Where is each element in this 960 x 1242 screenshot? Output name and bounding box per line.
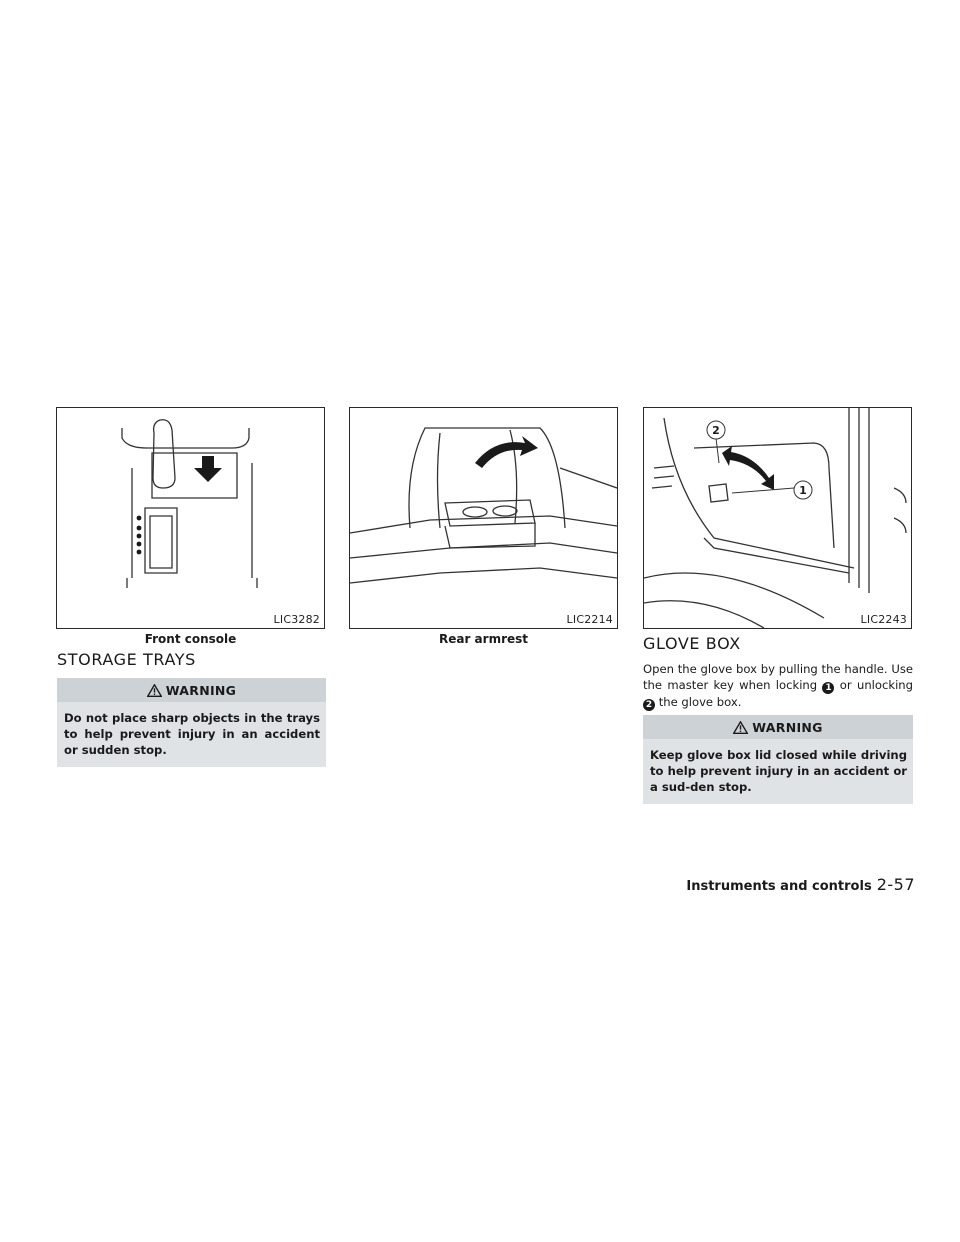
warning-text: Keep glove box lid closed while driving to help prevent injury in an accident or a sud-den stop. — [650, 748, 907, 794]
instruction-text: or unlocking — [839, 678, 914, 692]
page-footer — [686, 875, 915, 894]
instruction-text: Open the glove box by pulling the handle. Use the master key when locking — [643, 662, 913, 692]
instruction-text: the glove box. — [658, 695, 742, 709]
warning-icon — [733, 721, 748, 734]
warning-label: WARNING — [752, 719, 823, 735]
unlock-marker: 2 — [643, 699, 655, 711]
warning-icon — [147, 684, 162, 697]
glove-box-title: GLOVE BOX — [643, 634, 741, 653]
glove-box-warning — [643, 715, 913, 804]
warning-header — [57, 678, 326, 702]
warning-label: WARNING — [165, 682, 237, 698]
warning-text: Do not place sharp objects in the trays to help prevent injury in an accident or sudden stop. — [64, 711, 320, 757]
figure-code: LIC3282 — [273, 613, 320, 626]
figure-code: LIC2214 — [566, 613, 613, 626]
front-console-figure — [56, 407, 325, 629]
warning-header — [643, 715, 913, 739]
callout-1: 1 — [799, 484, 807, 497]
footer-section-name: Instruments and controls — [686, 879, 872, 894]
page-number: 2-57 — [876, 875, 915, 894]
callout-2: 2 — [712, 424, 720, 437]
glove-box-illustration — [644, 408, 911, 628]
glove-box-figure — [643, 407, 912, 629]
rear-armrest-figure — [349, 407, 618, 629]
figure-code: LIC2243 — [860, 613, 907, 626]
glove-box-instructions — [643, 661, 913, 711]
front-console-illustration — [57, 408, 324, 628]
storage-trays-title: STORAGE TRAYS — [57, 650, 196, 669]
figure-caption: Front console — [144, 632, 237, 646]
lock-marker: 1 — [822, 682, 834, 694]
storage-trays-warning — [57, 678, 326, 767]
figure-caption: Rear armrest — [438, 632, 529, 646]
rear-armrest-illustration — [350, 408, 617, 628]
